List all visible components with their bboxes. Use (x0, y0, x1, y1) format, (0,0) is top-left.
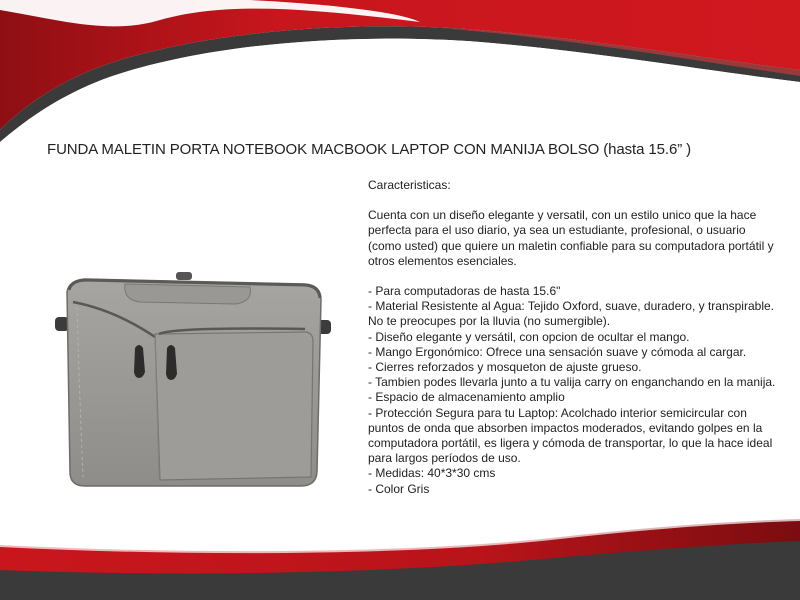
feature-item: - Color Gris (368, 481, 430, 496)
feature-item: - Tambien podes llevarla junto a tu valija carry on enganchando en la manija. (368, 375, 776, 390)
laptop-bag-illustration (55, 262, 335, 492)
feature-item: - Medidas: 40*3*30 cms (368, 466, 496, 481)
top-red-swoosh-decoration (0, 0, 800, 150)
product-image (55, 262, 335, 492)
feature-item: - Mango Ergonómico: Ofrece una sensación suave y cómoda al cargar. (368, 344, 747, 359)
spacer (368, 193, 778, 208)
bottom-red-swoosh-decoration (0, 515, 800, 600)
feature-item: - Cierres reforzados y mosqueton de ajuste grueso. (368, 360, 642, 375)
product-description-section (368, 178, 778, 497)
spacer (368, 269, 778, 284)
description-paragraph: Cuenta con un diseño elegante y versatil, con un estilo unico que la hace perfecta para el uso diario, ya sea un estudiante, profesional, o usuario (como usted) que quiere un maletin confiable para su computadora portátil y otros elementos esenciales. (368, 208, 774, 268)
feature-item: - Material Resistente al Agua: Tejido Oxford, suave, duradero, y transpirable. No te preocupes por la lluvia (no sumergible). (368, 299, 774, 329)
feature-item: - Espacio de almacenamiento amplio (368, 390, 565, 405)
product-title: FUNDA MALETIN PORTA NOTEBOOK MACBOOK LAPTOP CON MANIJA BOLSO (hasta 15.6” ) (47, 141, 692, 158)
section-heading: Caracteristicas: (368, 178, 451, 192)
feature-item: - Para computadoras de hasta 15.6" (368, 284, 561, 299)
feature-list (368, 284, 778, 497)
feature-item: - Diseño elegante y versátil, con opcion de ocultar el mango. (368, 329, 690, 344)
feature-item: - Protección Segura para tu Laptop: Acolchado interior semicircular con puntos de onda que absorben impactos moderados, evitando golpes en la computadora portátil, es ligera y cómoda de transportar, lo que la hace ideal para largos períodos de uso. (368, 405, 773, 466)
